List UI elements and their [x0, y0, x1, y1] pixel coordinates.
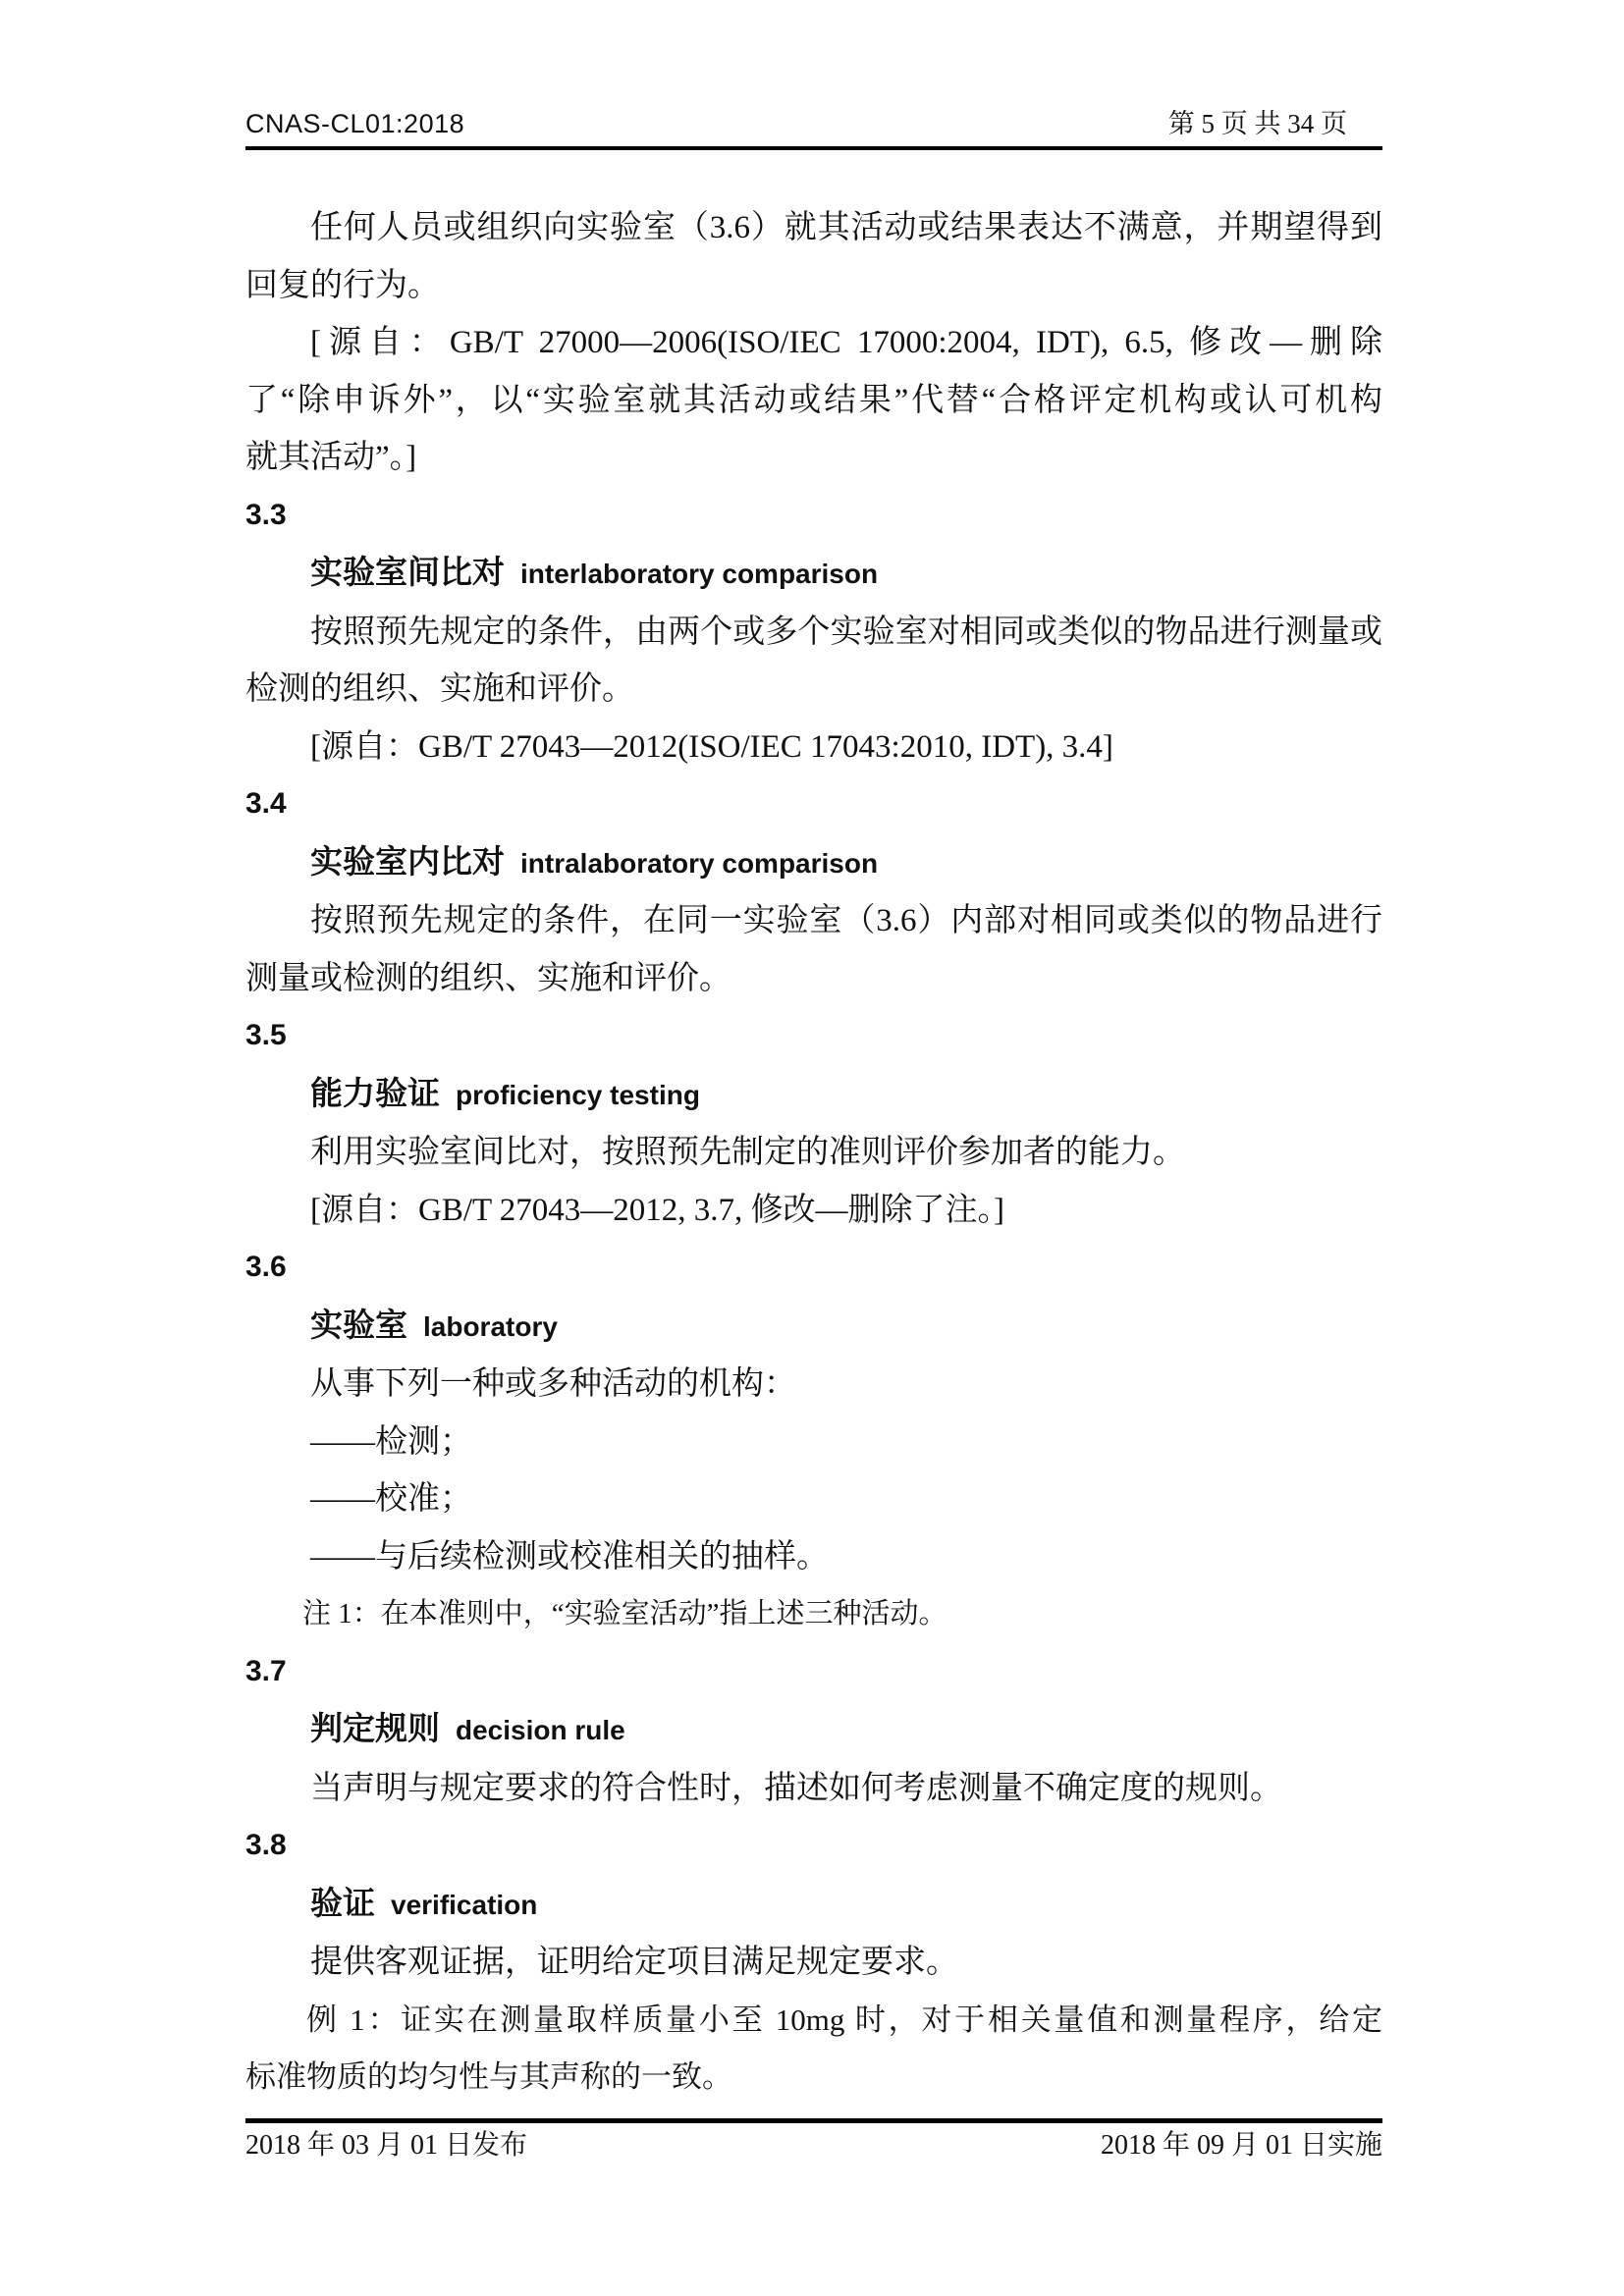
term-line [245, 1065, 1382, 1125]
source-line: [源自：GB/T 27000—2006(ISO/IEC 17000:2004, IDT), 6.5, 修改—删除 [310, 325, 1382, 360]
term-en: intralaboratory comparison [520, 847, 879, 879]
definition-line: 测量或检测的组织、实施和评价。 [245, 960, 731, 996]
page-header [245, 108, 1382, 150]
intro-line: 任何人员或组织向实验室（3.6）就其活动或结果表达不满意，并期望得到 [310, 210, 1382, 245]
term-line [245, 1297, 1382, 1357]
term-en: verification [391, 1889, 538, 1920]
term-en: laboratory [423, 1310, 558, 1342]
doc-code: CNAS-CL01:2018 [245, 109, 465, 138]
definition-line: 按照预先规定的条件，由两个或多个实验室对相同或类似的物品进行测量或 [310, 614, 1382, 650]
term-line [245, 1875, 1382, 1935]
section-number: 3.5 [245, 1019, 287, 1051]
definition-line: 按照预先规定的条件，在同一实验室（3.6）内部对相同或类似的物品进行 [310, 903, 1382, 938]
term-cn: 判定规则 [310, 1710, 440, 1746]
term-cn: 实验室内比对 [310, 842, 505, 880]
term-cn: 实验室 [310, 1306, 407, 1343]
term-cn: 实验室间比对 [310, 554, 505, 590]
section-number: 3.4 [245, 787, 287, 820]
section-number: 3.7 [245, 1654, 287, 1687]
definition-line: 利用实验室间比对，按照预先制定的准则评价参加者的能力。 [310, 1135, 1185, 1170]
source-line: 就其活动”。] [245, 440, 417, 475]
definition-line: 从事下列一种或多种活动的机构： [310, 1366, 796, 1402]
term-cn: 验证 [310, 1884, 375, 1921]
term-en: decision rule [456, 1715, 625, 1745]
term-en: proficiency testing [456, 1079, 700, 1110]
term-cn: 能力验证 [310, 1074, 440, 1111]
source-line: [源自：GB/T 27043—2012(ISO/IEC 17043:2010, IDT), 3.4] [310, 728, 1113, 765]
example-line: 例 1：证实在测量取样质量小至 10mg 时，对于相关量值和测量程序，给定 [306, 2002, 1382, 2037]
definition-line: 提供客观证据，证明给定项目满足规定要求。 [310, 1945, 958, 1980]
definition-line: 检测的组织、实施和评价。 [245, 671, 634, 707]
page-footer [245, 2118, 1382, 2162]
term-line [245, 1700, 1382, 1760]
term-line [245, 544, 1382, 604]
section-number: 3.8 [245, 1829, 287, 1861]
source-line: 了“除申诉外”，以“实验室就其活动或结果”代替“合格评定机构或认可机构 [245, 382, 1382, 418]
dash-list-item: ——检测； [310, 1423, 472, 1460]
note-line: 注 1：在本准则中，“实验室活动”指上述三种活动。 [302, 1598, 947, 1629]
intro-line: 回复的行为。 [245, 267, 440, 303]
source-line: [源自：GB/T 27043—2012, 3.7, 修改—删除了注。] [310, 1192, 1005, 1228]
section-number: 3.3 [245, 498, 287, 531]
definition-line: 当声明与规定要求的符合性时，描述如何考虑测量不确定度的规则。 [310, 1770, 1282, 1806]
term-line [245, 833, 1382, 893]
section-number: 3.6 [245, 1251, 287, 1283]
dash-list-item: ——与后续检测或校准相关的抽样。 [310, 1538, 829, 1575]
page-body [245, 199, 1382, 2107]
issue-date: 2018 年 03 月 01 日发布 [245, 2130, 528, 2161]
dash-list-item: ——校准； [310, 1481, 472, 1517]
example-line: 标准物质的均匀性与其声称的一致。 [245, 2059, 732, 2094]
page-number-info: 第 5 页 共 34 页 [1167, 109, 1347, 138]
term-en: interlaboratory comparison [520, 559, 879, 589]
implementation-date: 2018 年 09 月 01 日实施 [1100, 2130, 1382, 2161]
